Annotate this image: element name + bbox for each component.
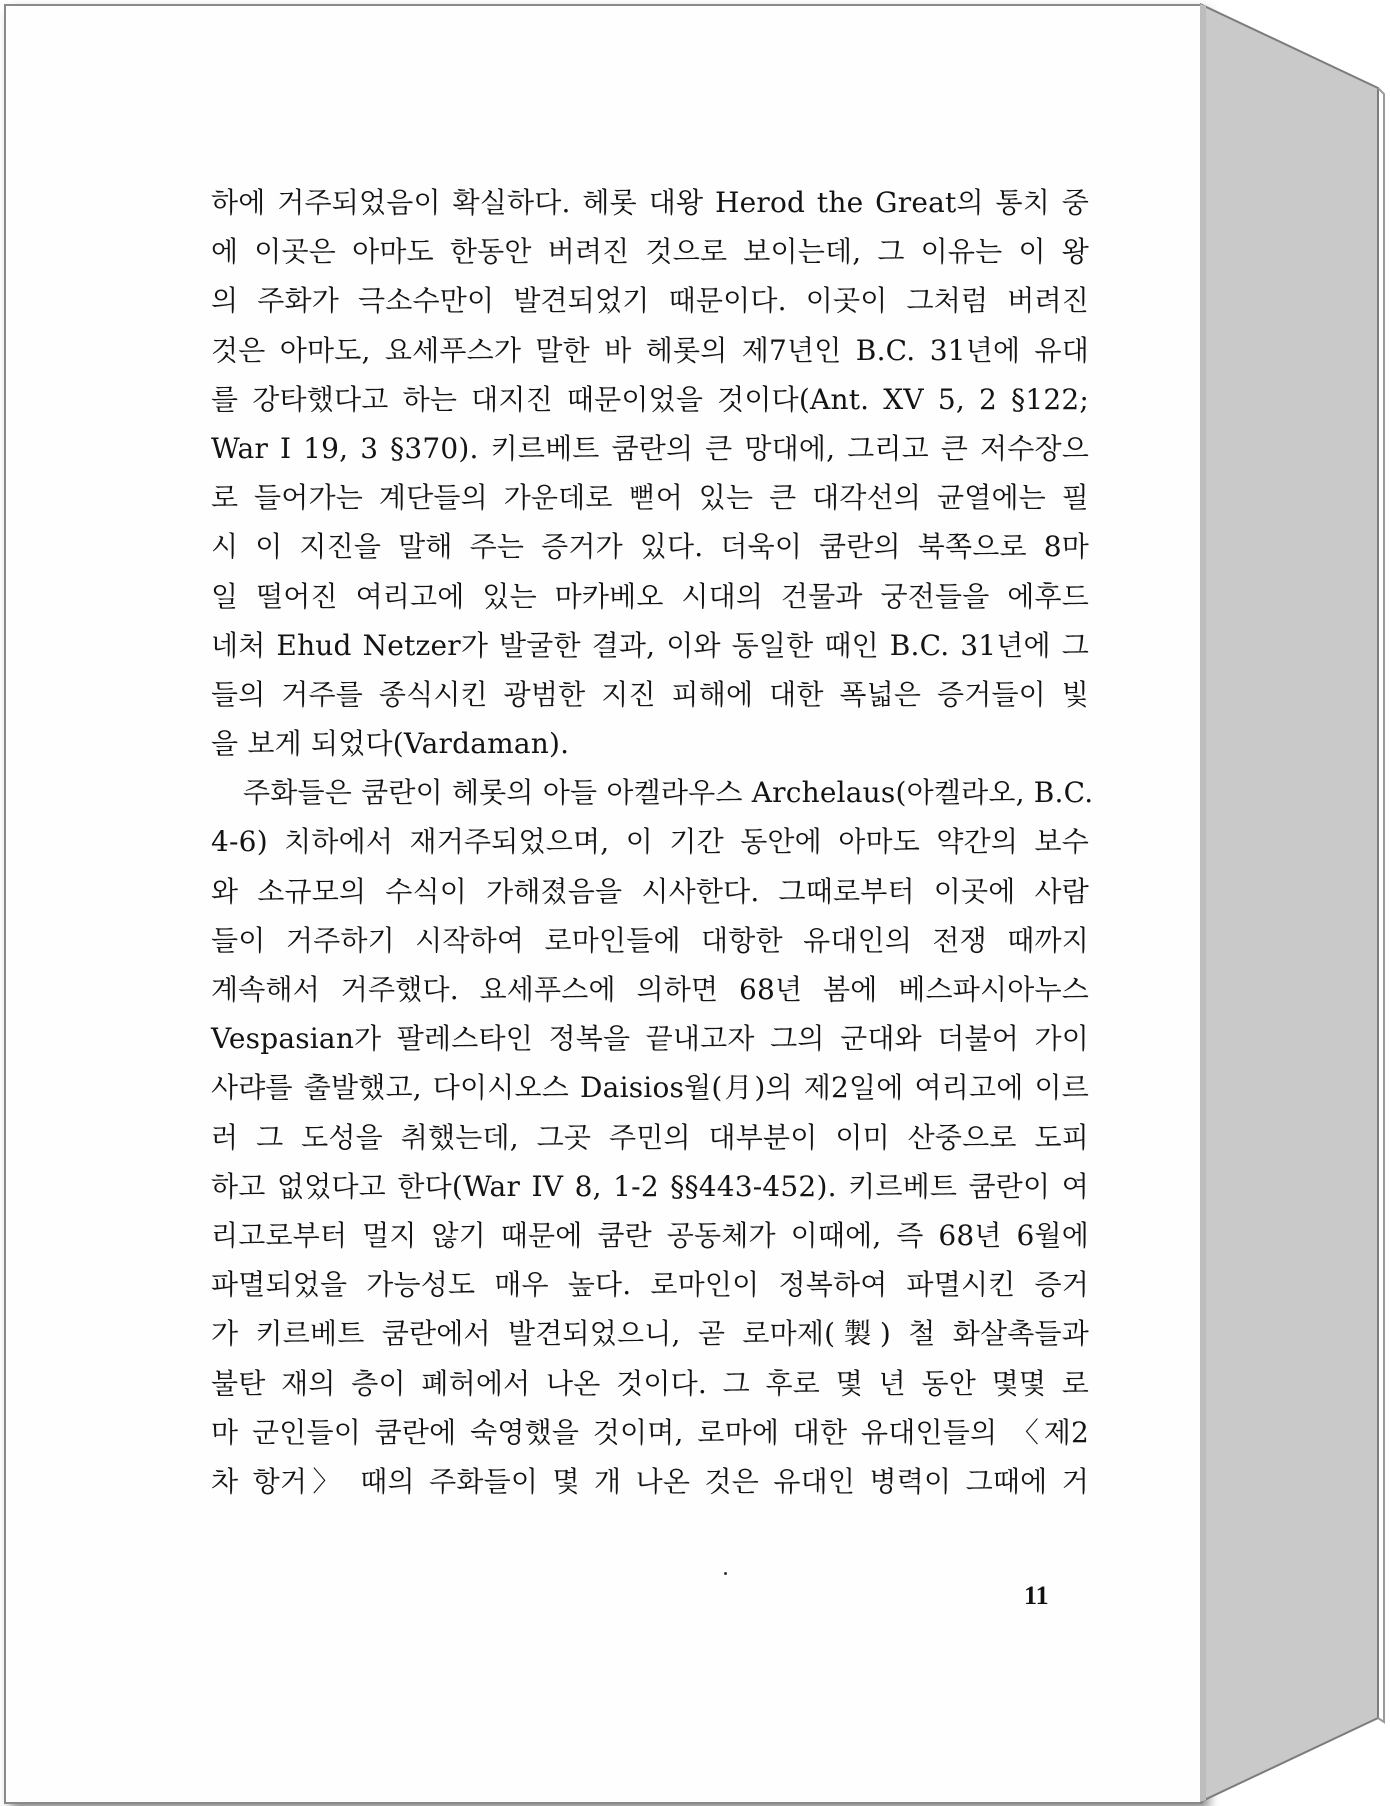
text-line: 가 키르베트 쿰란에서 발견되었으니, 곧 로마제(製) 철 화살촉들과 xyxy=(211,1317,1089,1351)
text-line: 마 군인들이 쿰란에 숙영했을 것이며, 로마에 대한 유대인들의 〈제2 xyxy=(211,1415,1089,1449)
text-line: 에 이곳은 아마도 한동안 버려진 것으로 보이는데, 그 이유는 이 왕 xyxy=(211,235,1089,269)
text-line: 것은 아마도, 요세푸스가 말한 바 헤롯의 제7년인 B.C. 31년에 유대 xyxy=(211,333,1089,367)
book-page xyxy=(4,4,1203,1804)
text-line: 사랴를 출발했고, 다이시오스 Daisios월(月)의 제2일에 여리고에 이르 xyxy=(211,1071,1089,1105)
text-line: 일 떨어진 여리고에 있는 마카베오 시대의 건물과 궁전들을 에후드 xyxy=(211,579,1089,613)
text-line: 의 주화가 극소수만이 발견되었기 때문이다. 이곳이 그처럼 버려진 xyxy=(211,284,1089,318)
text-line: 들이 거주하기 시작하여 로마인들에 대항한 유대인의 전쟁 때까지 xyxy=(211,923,1089,957)
text-line: 차 항거〉 때의 주화들이 몇 개 나온 것은 유대인 병력이 그때에 거 xyxy=(211,1464,1089,1498)
page-stack-shape xyxy=(1200,0,1390,1806)
text-line: 불탄 재의 층이 폐허에서 나온 것이다. 그 후로 몇 년 동안 몇몇 로 xyxy=(211,1366,1089,1400)
text-line: 을 보게 되었다(Vardaman). xyxy=(211,727,570,761)
body-text xyxy=(211,178,1094,1506)
stack-face xyxy=(1200,4,1378,1802)
text-line: 파멸되었을 가능성도 매우 높다. 로마인이 정복하여 파멸시킨 증거 xyxy=(211,1268,1089,1302)
text-line: 러 그 도성을 취했는데, 그곳 주민의 대부분이 이미 산중으로 도피 xyxy=(211,1120,1089,1154)
text-line: 4-6) 치하에서 재거주되었으며, 이 기간 동안에 아마도 약간의 보수 xyxy=(211,825,1089,859)
text-line: 를 강타했다고 하는 대지진 때문이었을 것이다(Ant. XV 5, 2 §122; xyxy=(211,382,1089,416)
text-line: 리고로부터 멀지 않기 때문에 쿰란 공동체가 이때에, 즉 68년 6월에 xyxy=(211,1218,1089,1252)
stack-shade xyxy=(1200,4,1206,1802)
text-line: 계속해서 거주했다. 요세푸스에 의하면 68년 봄에 베스파시아누스 xyxy=(211,973,1089,1006)
paragraph-1 xyxy=(211,178,1089,768)
text-line: 와 소규모의 수식이 가해졌음을 시사한다. 그때로부터 이곳에 사람 xyxy=(211,874,1089,908)
text-line: 들의 거주를 종식시킨 광범한 지진 피해에 대한 폭넓은 증거들이 빛 xyxy=(211,677,1089,711)
page-number: 11 xyxy=(1024,1581,1049,1610)
paragraph-2 xyxy=(211,768,1094,1506)
text-line: 하에 거주되었음이 확실하다. 헤롯 대왕 Herod the Great의 통치 중 xyxy=(211,186,1089,219)
text-line: 하고 없었다고 한다(War IV 8, 1-2 §§443-452). 키르베트 쿰란이 여 xyxy=(211,1169,1089,1203)
text-line: 로 들어가는 계단들의 가운데로 뻗어 있는 큰 대각선의 균열에는 필 xyxy=(211,481,1089,515)
text-line: War I 19, 3 §370). 키르베트 쿰란의 큰 망대에, 그리고 큰 저수장으 xyxy=(211,431,1089,465)
text-line: 네처 Ehud Netzer가 발굴한 결과, 이와 동일한 때인 B.C. 31년에 그 xyxy=(211,628,1089,662)
text-line: 주화들은 쿰란이 헤롯의 아들 아켈라우스 Archelaus(아켈라오, B.C. xyxy=(243,776,1094,810)
page-stack-edge xyxy=(1200,0,1390,1806)
print-speck xyxy=(724,1572,727,1575)
text-line: 시 이 지진을 말해 주는 증거가 있다. 더욱이 쿰란의 북쪽으로 8마 xyxy=(211,530,1089,564)
text-line: Vespasian가 팔레스타인 정복을 끝내고자 그의 군대와 더불어 가이 xyxy=(211,1022,1089,1056)
